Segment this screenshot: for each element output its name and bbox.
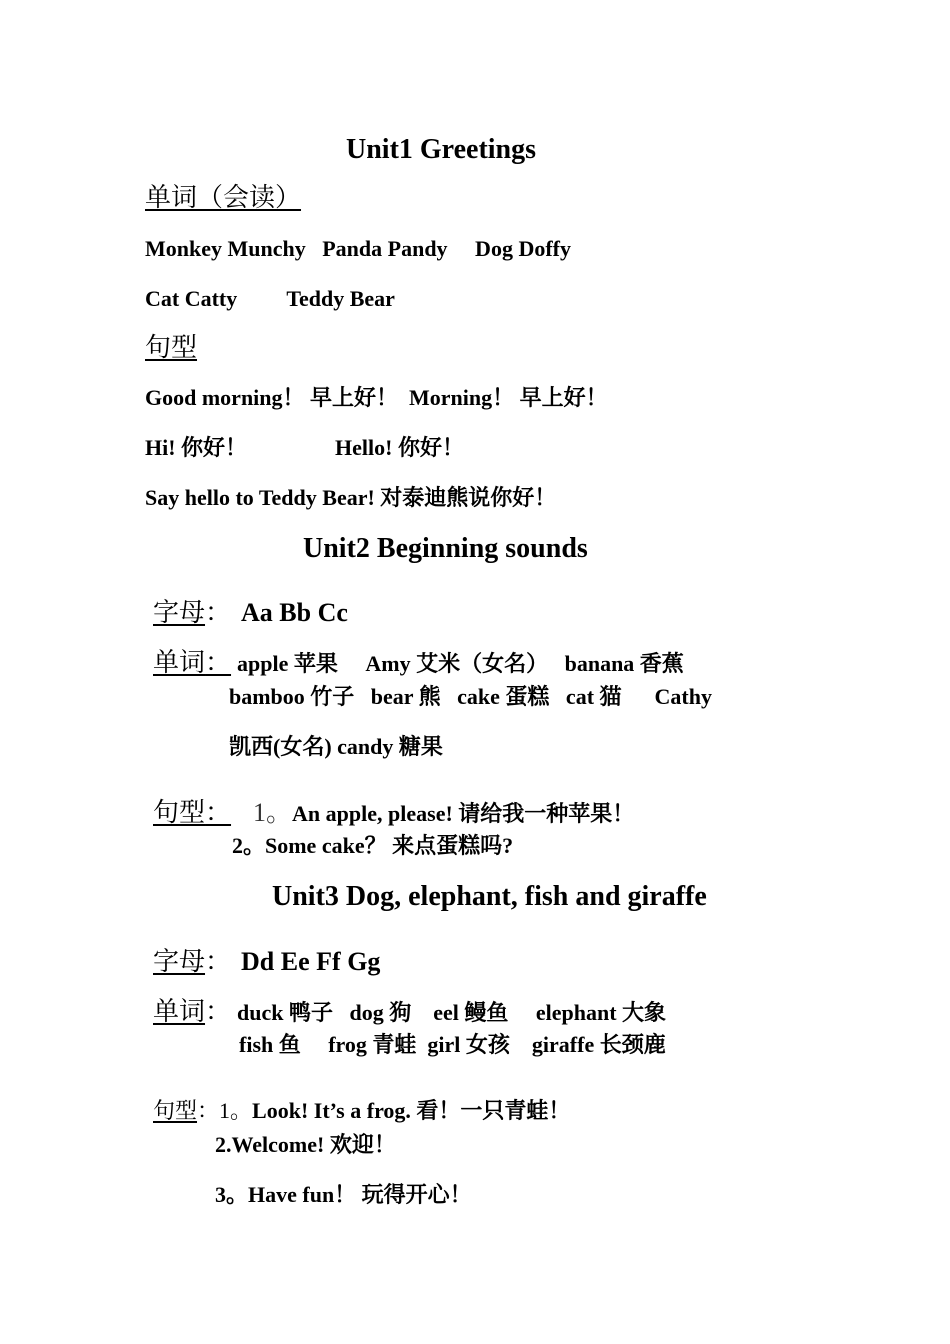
unit1-sentence2: Hi! 你好！ Hello! 你好！ (145, 435, 464, 460)
unit3-words-row (145, 983, 666, 1025)
unit3-letters-colon: ： (205, 947, 232, 976)
unit2-sentence2: 2。Some cake？ 来点蛋糕吗? (232, 833, 514, 858)
unit3-sentence-label: 句型 (153, 1098, 198, 1123)
unit3-sentence-num1: 1。 (219, 1098, 253, 1123)
unit3-sentence1: Look! It’s a frog. 看！一只青蛙！ (252, 1098, 571, 1123)
unit2-words-row (145, 634, 684, 676)
unit2-letters-colon: ： (205, 598, 232, 627)
unit2-words-colon: ： (205, 648, 232, 677)
unit2-sentence-num1: 1。 (253, 798, 293, 827)
unit1-sentence-label: 句型 (145, 333, 198, 362)
unit3-sentence-row (145, 1084, 570, 1122)
unit2-title: Unit2 Beginning sounds (303, 533, 588, 564)
unit2-words-line3: 凯西(女名) candy 糖果 (229, 734, 443, 759)
unit3-letters-row (145, 933, 380, 975)
unit2-sentence-label: 句型 (153, 798, 206, 827)
unit2-letters-row (145, 584, 348, 626)
unit3-words-line1: duck 鸭子 dog 狗 eel 鳗鱼 elephant 大象 (237, 1000, 667, 1025)
unit2-sentence1: An apple, please! 请给我一种苹果！ (292, 801, 635, 826)
unit2-words-line2: bamboo 竹子 bear 熊 cake 蛋糕 cat 猫 Cathy (229, 684, 712, 709)
unit2-sentence-row (145, 784, 634, 826)
unit1-words-line1: Monkey Munchy Panda Pandy Dog Doffy (145, 236, 571, 261)
unit2-letters: Aa Bb Cc (241, 598, 348, 627)
unit1-sentence3: Say hello to Teddy Bear! 对泰迪熊说你好！ (145, 485, 557, 510)
unit3-sentence-colon: ： (197, 1098, 220, 1123)
unit1-title: Unit1 Greetings (346, 134, 537, 165)
unit2-sentence-colon: ： (205, 798, 232, 827)
unit2-words-label: 单词 (153, 648, 206, 677)
unit3-title: Unit3 Dog, elephant, fish and giraffe (272, 881, 707, 912)
unit3-letters: Dd Ee Ff Gg (241, 947, 381, 976)
unit3-words-label: 单词 (153, 997, 206, 1026)
unit1-sentence1: Good morning！ 早上好！ Morning！ 早上好！ (145, 385, 608, 410)
unit3-words-colon: ： (205, 997, 232, 1026)
unit1-words-line2: Cat Catty Teddy Bear (145, 286, 395, 311)
unit3-letters-label: 字母 (153, 947, 206, 976)
unit2-sentence-underline-gap (231, 800, 253, 826)
unit2-letters-label: 字母 (153, 598, 206, 627)
unit1-words-label: 单词（会读） (145, 183, 302, 212)
unit3-words-line2: fish 鱼 frog 青蛙 girl 女孩 giraffe 长颈鹿 (239, 1032, 666, 1057)
unit2-words-line1: apple 苹果 Amy 艾米（女名） banana 香蕉 (237, 651, 684, 676)
unit3-sentence2: 2.Welcome! 欢迎！ (215, 1132, 396, 1157)
unit3-sentence3: 3。Have fun！ 玩得开心！ (215, 1182, 472, 1207)
